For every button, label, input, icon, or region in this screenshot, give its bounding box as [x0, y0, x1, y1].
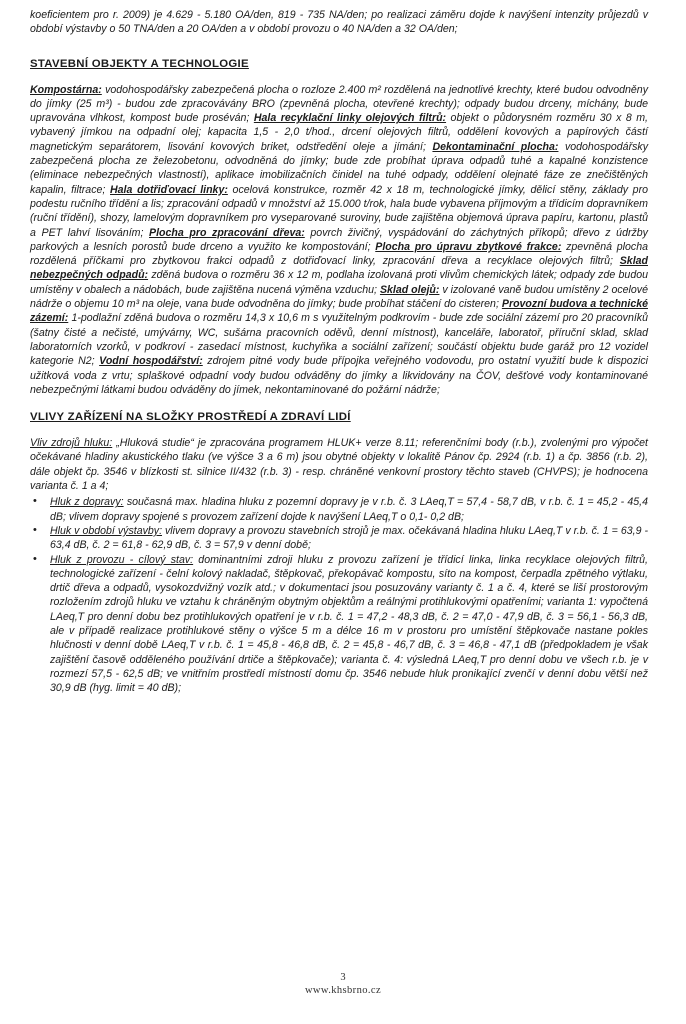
text-hazardous-waste-store: zděná budova o rozměru 36 x 12 m, podlaha izolovaná proti vlivům chemických látek; odpady zde budou umístěny v obalech a nádobách, bude zajištěna nucená výměna vzduchu; — [30, 269, 648, 296]
list-item — [30, 553, 648, 696]
text-water-management: zdrojem pitné vody bude přípojka veřejného vodovodu, pro ostatní využití bude k dispozici užitková voda z vrtu; splaškové odpadní vody budou odváděny do jímky a likvidovány na ČOV, dešťové vody kontaminované nebezpečnými látkami budou odváděny do jímek, nekontaminované do požární nádrže; — [30, 355, 648, 396]
text-residual-fraction-area: zpevněná plocha rozdělená příčkami pro zbytkovou frakci odpadů z dotřiďovací linky, zpracování dřeva a recyklace olejových filtrů; — [30, 240, 648, 268]
term-water-management: Vodní hospodářství: — [99, 355, 203, 368]
text-sorting-line-hall: ocelová konstrukce, rozměr 42 x 18 m, technologické jímky, dělicí stěny, základy pro podestu ručního třídění a lis; zpracování odpadů v množství až 15.000 t/rok, hala bude vybavena příjmovým a třídicím dopravníkem (ruční třídění), shozy, lamelovým dopravníkem pro vyseparované suroviny, bude zajištěna objemová úprava papíru, kartonu, plastů a PET lahví lisováním; — [30, 183, 648, 239]
text-oil-filter-hall: objekt o půdorysném rozměru 30 x 8 m, vybavený jímkou na odpadní olej; kapacita 1,5 - 2,0 t/hod., drcení olejových filtrů, oddělení kovových a papírových částí magnetickým separátorem, lisování kovových briket, odstředění oleje a jímání; — [30, 112, 648, 153]
term-wood-processing-area: Plocha pro zpracování dřeva: — [149, 226, 305, 239]
text-noise-sources: „Hluková studie“ je zpracována programem HLUK+ verze 8.11; referenčními body (r.b.), zvolenými pro výpočet očekávané hladiny akustického tlaku (ve výšce 3 a 6 m) jsou obytné objekty v lokalitě Pánov čp. 2924 (r.b. 1) a čp. 3856 (r.b. 2), dále objekt čp. 3546 v blízkosti st. silnice II/432 (r.b. 3) - resp. chráněné venkovní prostory těchto staveb (CHVPS); je hodnocena varianta č. 1 a 4; — [30, 437, 648, 493]
page-number: 3 — [340, 972, 346, 983]
noise-bullet-list — [30, 495, 648, 695]
term-residual-fraction-area: Plocha pro úpravu zbytkové frakce: — [375, 240, 562, 253]
document-body — [30, 8, 648, 695]
text-oil-store: v izolované vaně budou umístěny 2 ocelové nádrže o objemu 10 m³ na oleje, vana bude odvodněna do jímky; bude probíhat stáčení do cisteren; — [30, 283, 648, 311]
noise-sources-paragraph — [30, 436, 648, 493]
text-traffic-noise: současná max. hladina hluku z pozemní dopravy je v r.b. č. 3 LAeq,T = 57,4 - 58,7 dB, v r.b. č. 1 = 45,2 - 45,4 dB; vlivem dopravy spojené s provozem zařízení dojde k navýšení LAeq,T o 0,1- 0,2 dB; — [50, 496, 648, 523]
term-oil-store: Sklad olejů: — [379, 283, 440, 296]
term-operation-noise: Hluk z provozu - cílový stav: — [50, 553, 194, 566]
term-compost-plant: Kompostárna: — [30, 83, 102, 96]
term-operations-building: Provozní budova a technické zázemí: — [30, 298, 648, 325]
text-operation-noise: dominantními zdroji hluku z provozu zařízení je třídicí linka, linka recyklace olejových filtrů, technologické zařízení - čelní kolový nakladač, štěpkovač, překopávač kompostu, síto na kompost, čerpadla zpětného výtlaku, drtič dřeva a odpadů, vysokozdvižný vozík atd.; v dokumentaci jsou posuzovány varianty č. 1 a č. 4, které se liší prostorovým rozložením zdrojů hluku ve vztahu k chráněným obytným objektům a reálnými protihlukovými opatřeními; varianta 1: vypočtená LAeq,T pro denní dobu bez protihlukových opatření je v r.b. č. 1 = 47,2 - 48,3 dB, č. 2 = 47,0 - 47,9 dB, č. 3 = 56,1 - 56,3 dB, ale v případě realizace protihlukové stěny o výšce 5 m a délce 16 m v prostoru pro umístění štěpkovače nastane pokles hlučnosti v denní době LAeq,T v r.b. č. 1 = 45,8 - 46,8 dB, č. 2 = 45,8 - 46,7 dB, č. 3 = 46,8 - 47,1 dB (předpokladem je však zajištění časově odděleného používání drtiče a štěpkovače); varianta č. 4: výsledná LAeq,T pro denní dobu ve všech r.b. je v rozmezí 57,5 - 62,5 dB; ve vnitřním prostředí místností domu čp. 3546 nebude hluk pronikající zvenčí v denní dobu větší než 30,9 dB (hyg. limit = 40 dB); — [50, 553, 648, 695]
text-decontamination-area: vodohospodářsky zabezpečená plocha ze železobetonu, odvodněná do jímky; bude zde probíhat úprava odpadů tuhé a kapalné konzistence (eliminace nebezpečných vlastností), aplikace imobilizačních činidel na tuhé odpady, oddělení olejnaté fáze ze znečištěných kapalin, filtrace; — [30, 140, 648, 196]
text-compost-plant: vodohospodářsky zabezpečená plocha o rozloze 2.400 m² rozdělená na jednotlivé krechty, které budou odvodněny do jímky (25 m³) - budou zde zpracovávány BRO (zpevněná plocha, otevřené krechty); odpady budou drceny, míchány, bude upravována vlhkost, kompost bude proséván; — [30, 83, 648, 125]
term-construction-noise: Hluk v období výstavby: — [50, 524, 163, 537]
term-traffic-noise: Hluk z dopravy: — [50, 496, 124, 509]
building-objects-paragraph — [30, 83, 648, 398]
term-noise-sources: Vliv zdrojů hluku: — [30, 437, 113, 450]
term-hazardous-waste-store: Sklad nebezpečných odpadů: — [30, 255, 648, 282]
text-operations-building: 1-podlažní zděná budova o rozměru 14,3 x 10,6 m s využitelným podkrovím - bude zde sociální zázemí pro 20 pracovníků (šatny čisté a nečisté, umývárny, WC, sušárna pracovních oděvů, denní místnost), kanceláře, laboratoř, příruční sklad, sklad laboratorních vzorků, v podkroví - zasedací místnost, kuchyňka a sociální zařízení; součástí objektu bude garáž pro 12 vozidel kategorie N2; — [30, 312, 648, 368]
intro-paragraph: koeficientem pro r. 2009) je 4.629 - 5.180 OA/den, 819 - 735 NA/den; po realizaci záměru dojde k navýšení intenzity průjezdů v období výstavby o 50 TNA/den a 20 OA/den a v období provozu o 40 NA/den a 32 OA/den; — [30, 9, 648, 36]
list-item — [30, 495, 648, 524]
text-wood-processing-area: povrch živičný, vyspádování do záchytných příkopů; dřevo z údržby parkových a lesních porostů bude drceno a využito ke kompostování; — [30, 226, 648, 253]
list-item — [30, 524, 648, 553]
term-decontamination-area: Dekontaminační plocha: — [432, 140, 559, 153]
section-heading-environmental-impacts: VLIVY ZAŘÍZENÍ NA SLOŽKY PROSTŘEDÍ A ZDRAVÍ LIDÍ — [30, 411, 351, 424]
text-construction-noise: vlivem dopravy a provozu stavebních strojů je max. očekávaná hladina hluku LAeq,T v r.b. č. 1 = 63,9 - 63,4 dB, č. 2 = 61,8 - 62,9 dB, č. 3 = 57,9 v denní době; — [50, 524, 648, 552]
term-oil-filter-hall: Hala recyklační linky olejových filtrů: — [253, 112, 447, 125]
term-sorting-line-hall: Hala dotřiďovací linky: — [110, 183, 228, 196]
section-heading-building-objects: STAVEBNÍ OBJEKTY A TECHNOLOGIE — [30, 57, 249, 70]
footer-website: www.khsbrno.cz — [304, 985, 382, 996]
